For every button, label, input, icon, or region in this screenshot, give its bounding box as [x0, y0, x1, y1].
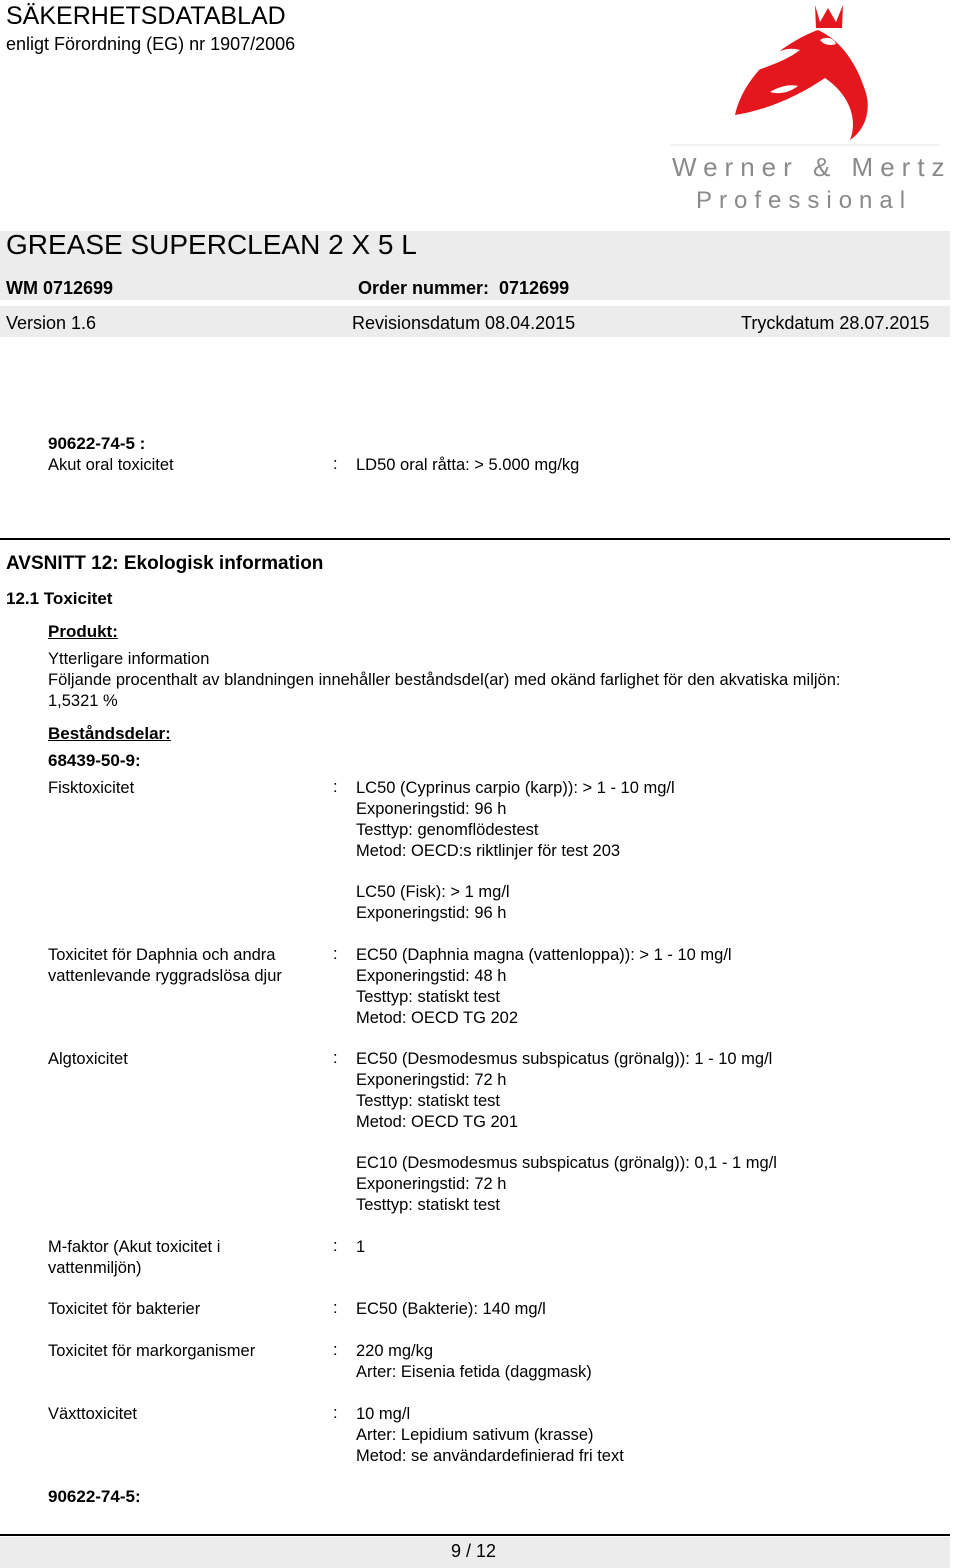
acute-oral-value: LD50 oral råtta: > 5.000 mg/kg [356, 456, 580, 474]
section-divider [0, 538, 950, 540]
fish-toxicity-values [356, 778, 675, 862]
label-line: vattenlevande ryggradslösa djur [48, 967, 282, 985]
label-line: vattenmiljön) [48, 1259, 142, 1277]
value-line: LC50 (Fisk): > 1 mg/l [356, 883, 510, 901]
frog-logo-icon [650, 0, 950, 215]
plant-toxicity-label: Växttoxicitet [48, 1405, 137, 1423]
document-title: SÄKERHETSDATABLAD [6, 2, 286, 30]
colon: : [333, 778, 338, 796]
print-date: Tryckdatum 28.07.2015 [741, 313, 930, 333]
label-line: M-faktor (Akut toxicitet i [48, 1238, 221, 1256]
colon: : [333, 1237, 338, 1255]
bacteria-toxicity-label: Toxicitet för bakterier [48, 1300, 201, 1318]
value-line: Exponeringstid: 96 h [356, 904, 507, 922]
value-line: EC50 (Daphnia magna (vattenloppa)): > 1 - 10 mg/l [356, 946, 732, 964]
value-line: Exponeringstid: 96 h [356, 800, 507, 818]
additional-info-label: Ytterligare information [48, 650, 210, 668]
daphnia-toxicity-values [356, 945, 732, 1029]
colon: : [333, 1341, 338, 1359]
logo-text-line1: Werner & Mertz [672, 152, 950, 182]
colon: : [333, 1049, 338, 1067]
value-line: Exponeringstid: 48 h [356, 967, 507, 985]
version-number: Version 1.6 [6, 313, 97, 333]
product-label: Produkt: [48, 622, 118, 641]
order-number: Order nummer: 0712699 [358, 278, 570, 298]
ingredients-label: Beståndsdelar: [48, 724, 171, 743]
colon: : [333, 945, 338, 963]
value-line: LC50 (Cyprinus carpio (karp)): > 1 - 10 mg/l [356, 779, 675, 797]
daphnia-toxicity-label [48, 945, 282, 987]
info-text-line1: Följande procenthalt av blandningen innehåller beståndsdel(ar) med okänd farlighet för den akvatiska miljön: [48, 671, 841, 689]
value-line: Testtyp: statiskt test [356, 1196, 500, 1214]
fish-toxicity-values-2 [356, 882, 510, 924]
revision-date: Revisionsdatum 08.04.2015 [352, 313, 576, 333]
value-line: Testtyp: genomflödestest [356, 821, 539, 839]
value-line: Metod: se användardefinierad fri text [356, 1447, 624, 1465]
value-line: Metod: OECD TG 202 [356, 1009, 519, 1027]
algae-toxicity-label: Algtoxicitet [48, 1050, 128, 1068]
algae-toxicity-values-2 [356, 1153, 777, 1216]
product-name: GREASE SUPERCLEAN 2 X 5 L [6, 229, 417, 260]
footer-divider [0, 1534, 950, 1536]
subsection-heading: 12.1 Toxicitet [6, 589, 113, 608]
plant-toxicity-values [356, 1404, 624, 1467]
acute-oral-label: Akut oral toxicitet [48, 456, 174, 474]
section-heading: AVSNITT 12: Ekologisk information [6, 553, 324, 574]
value-line: Metod: OECD:s riktlinjer för test 203 [356, 842, 621, 860]
colon: : [333, 1299, 338, 1317]
value-line: EC10 (Desmodesmus subspicatus (grönalg)): 0,1 - 1 mg/l [356, 1154, 777, 1172]
m-factor-label [48, 1237, 220, 1279]
label-line: Toxicitet för Daphnia och andra [48, 946, 276, 964]
soil-toxicity-label: Toxicitet för markorganismer [48, 1342, 256, 1360]
value-line: Arter: Lepidium sativum (krasse) [356, 1426, 594, 1444]
soil-toxicity-values [356, 1341, 592, 1383]
werner-mertz-logo [650, 0, 950, 215]
value-line: EC50 (Desmodesmus subspicatus (grönalg)): 1 - 10 mg/l [356, 1050, 773, 1068]
fish-toxicity-label: Fisktoxicitet [48, 779, 135, 797]
colon: : [333, 455, 338, 473]
wm-number: WM 0712699 [6, 278, 114, 298]
colon: : [333, 1404, 338, 1422]
bacteria-toxicity-value: EC50 (Bakterie): 140 mg/l [356, 1300, 546, 1318]
m-factor-value: 1 [356, 1238, 366, 1256]
value-line: 10 mg/l [356, 1405, 411, 1423]
logo-text-line2: Professional [696, 187, 913, 214]
value-line: Exponeringstid: 72 h [356, 1175, 507, 1193]
info-text-line2: 1,5321 % [48, 692, 118, 710]
value-line: Testtyp: statiskt test [356, 1092, 500, 1110]
value-line: 220 mg/kg [356, 1342, 434, 1360]
page-number: 9 / 12 [451, 1541, 497, 1561]
value-line: Exponeringstid: 72 h [356, 1071, 507, 1089]
value-line: Arter: Eisenia fetida (daggmask) [356, 1363, 592, 1381]
value-line: Testtyp: statiskt test [356, 988, 500, 1006]
algae-toxicity-values [356, 1049, 772, 1133]
document-subtitle: enligt Förordning (EG) nr 1907/2006 [6, 34, 296, 54]
value-line: Metod: OECD TG 201 [356, 1113, 519, 1131]
prev-cas-heading: 90622-74-5 : [48, 434, 146, 453]
cas-number-2: 90622-74-5: [48, 1487, 141, 1506]
cas-number-1: 68439-50-9: [48, 751, 141, 770]
